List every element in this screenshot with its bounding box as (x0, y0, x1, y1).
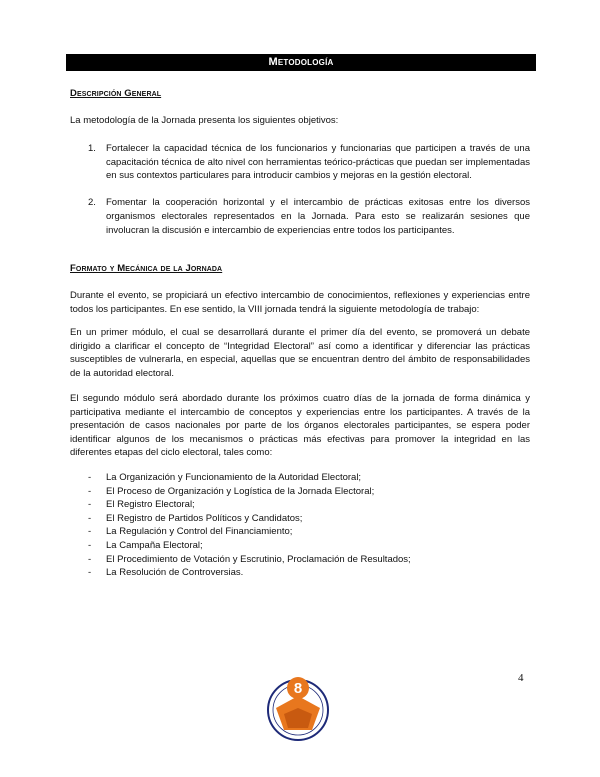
list-item-text: La Organización y Funcionamiento de la Autoridad Electoral; (106, 472, 362, 483)
list-item (88, 196, 530, 237)
list-item (88, 471, 518, 485)
list-item (88, 539, 518, 553)
list-item (88, 142, 530, 183)
list-item-text: La Resolución de Controversias. (106, 567, 244, 579)
list-item-number: 1. (88, 143, 96, 154)
bullet-marker: - (88, 472, 92, 483)
format-paragraph-3: El segundo módulo será abordado durante los próximos cuatro días de la jornada de forma dinámica y participativa mediante el intercambio de conceptos y experiencias entre los participantes. A través de la presentación de casos nacionales por parte de los órganos electorales participantes, se espera poder identificar algunos de los mecanismos o prácticas más efectivas para promover la integridad en las diferentes etapas del ciclo electoral, tales como: (70, 393, 530, 459)
list-item-number: 2. (88, 197, 96, 209)
objectives-list (88, 142, 530, 251)
format-paragraph-1: Durante el evento, se propiciará un efectivo intercambio de conocimientos, reflexiones y experiencias entre todos los participantes. En ese sentido, la VIII jornada tendrá la siguiente metodología de trabajo: (70, 290, 530, 315)
bullet-marker: - (88, 499, 92, 511)
intro-paragraph: La metodología de la Jornada presenta los siguientes objetivos: (70, 115, 339, 126)
list-item-text: El Registro de Partidos Políticos y Candidatos; (106, 512, 303, 524)
logo-number: 8 (293, 680, 303, 697)
general-description-heading: Descripción General (70, 88, 162, 99)
list-item (88, 553, 518, 567)
list-item (88, 566, 518, 580)
list-item (88, 525, 518, 539)
list-item-text: Fortalecer la capacidad técnica de los funcionarios y funcionarias que participen a través de una capacitación técnica de alto nivel con herramientas teórico-prácticas que puedan ser implementadas en sus contextos particulares para introducir cambios y mejoras en la gestión electoral. (106, 143, 530, 182)
bullet-marker: - (88, 485, 92, 497)
list-item-text: El Procedimiento de Votación y Escrutinio, Proclamación de Resultados; (106, 553, 411, 565)
list-item-text: El Proceso de Organización y Logística de la Jornada Electoral; (106, 485, 375, 497)
list-item-text: El Registro Electoral; (106, 499, 195, 511)
bullet-marker: - (88, 512, 92, 524)
format-heading: Formato y Mecánica de la Jornada (70, 263, 223, 274)
list-item-text: La Campaña Electoral; (106, 539, 203, 551)
bullet-list (88, 471, 518, 580)
section-title-bar (66, 54, 536, 71)
bullet-marker: - (88, 553, 92, 565)
list-item (88, 512, 518, 526)
list-item-text: Fomentar la cooperación horizontal y el intercambio de prácticas exitosas entre los diversos organismos electorales representados en la Jornada. Para esto se realizarán sesiones que involucran la discusión e intercambio de experiencias entre todos los participantes. (106, 197, 530, 236)
format-paragraph-2: En un primer módulo, el cual se desarrollará durante el primer día del evento, se promoverá un debate dirigido a clarificar el concepto de “Integridad Electoral” así como a identificar y diferenciar las prácticas susceptibles de vulnerarla, en especial, aquellas que se encuentran dentro del ámbito de responsabilidades de la autoridad electoral. (70, 327, 530, 379)
jornada-logo (262, 670, 334, 742)
list-item-text: La Regulación y Control del Financiamiento; (106, 526, 293, 538)
page-number: 4 (518, 672, 524, 684)
bullet-marker: - (88, 539, 92, 551)
list-item (88, 498, 518, 512)
bullet-marker: - (88, 567, 92, 579)
section-title: Metodología (268, 56, 334, 68)
list-item (88, 485, 518, 499)
bullet-marker: - (88, 526, 92, 538)
